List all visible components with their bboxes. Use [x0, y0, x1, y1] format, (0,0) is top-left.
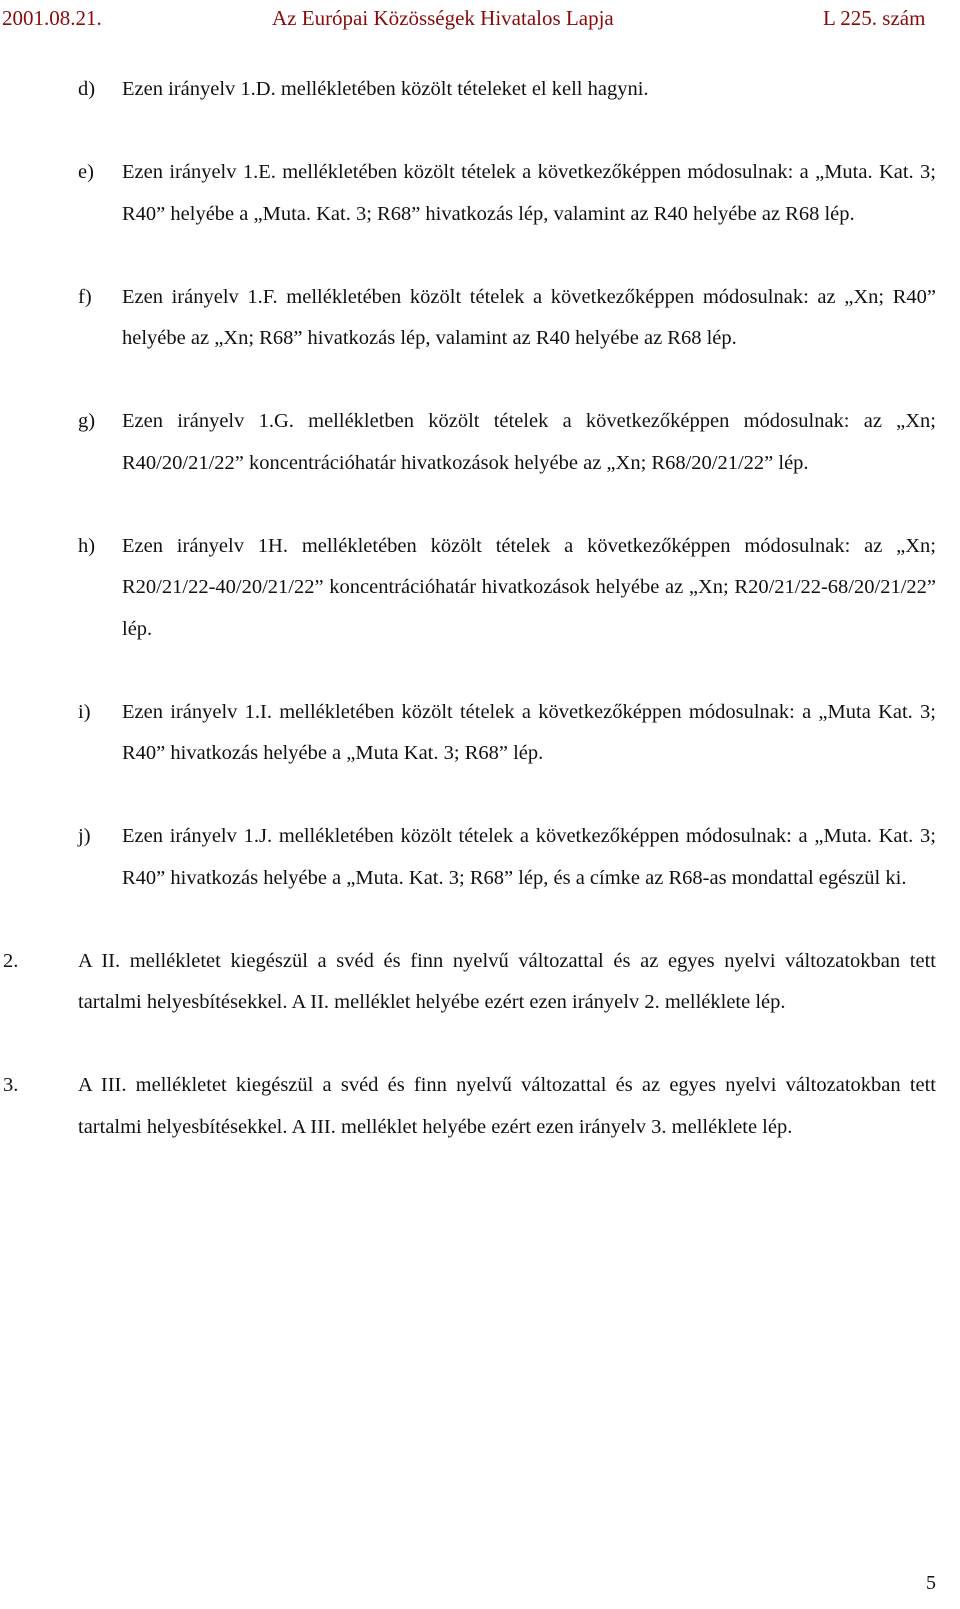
header-journal-title: Az Európai Közösségek Hivatalos Lapja	[272, 6, 614, 30]
list-item-g	[78, 401, 936, 484]
item-text: Ezen irányelv 1.F. mellékletében közölt tételek a következőképpen módosulnak: az „Xn; R40” helyébe az „Xn; R68” hivatkozás lép, valamint az R40 helyébe az R68 lép.	[122, 285, 936, 349]
item-text: A III. mellékletet kiegészül a svéd és finn nyelvű változattal és az egyes nyelvi változatokban tett tartalmi helyesbítésekkel. A III. melléklet helyébe ezért ezen irányelv 3. melléklete lép.	[78, 1074, 936, 1138]
item-label: j)	[78, 825, 91, 847]
page-header	[0, 6, 960, 40]
header-date: 2001.08.21.	[2, 6, 102, 30]
item-label: d)	[78, 78, 96, 100]
item-text: Ezen irányelv 1.I. mellékletében közölt tételek a következőképpen módosulnak: a „Muta Kat. 3; R40” hivatkozás helyébe a „Muta Kat. 3; R68” lép.	[122, 700, 936, 764]
item-label: i)	[78, 700, 91, 723]
list-item-f	[78, 277, 936, 360]
item-text: Ezen irányelv 1.E. mellékletében közölt tételek a következőképpen módosulnak: a „Muta. Kat. 3; R40” helyébe a „Muta. Kat. 3; R68” hivatkozás lép, valamint az R40 helyébe az R68 lép.	[122, 161, 936, 225]
item-text: Ezen irányelv 1.D. mellékletében közölt tételeket el kell hagyni.	[122, 78, 649, 100]
list-item-e	[78, 152, 936, 235]
numbered-item-2	[3, 941, 936, 1024]
list-item-j	[78, 816, 936, 899]
list-item-i	[78, 692, 936, 775]
item-label: f)	[78, 285, 92, 308]
item-label: h)	[78, 534, 96, 557]
document-body	[3, 69, 936, 1190]
item-text: Ezen irányelv 1.J. mellékletében közölt tételek a következőképpen módosulnak: a „Muta. Kat. 3; R40” hivatkozás helyébe a „Muta. Kat. 3; R68” lép, és a címke az R68-as mondattal egészül ki.	[122, 825, 936, 889]
item-label: e)	[78, 161, 94, 183]
item-label: g)	[78, 410, 96, 432]
item-label: 3.	[3, 1074, 19, 1096]
header-issue-number: L 225. szám	[823, 6, 926, 30]
item-text: A II. mellékletet kiegészül a svéd és finn nyelvű változattal és az egyes nyelvi változatokban tett tartalmi helyesbítésekkel. A II. melléklet helyébe ezért ezen irányelv 2. melléklete lép.	[78, 949, 936, 1013]
item-text: Ezen irányelv 1H. mellékletében közölt tételek a következőképpen módosulnak: az „Xn; R20/21/22-40/20/21/22” koncentrációhatár hivatkozások helyébe az „Xn; R20/21/22-68/20/21/22” lép.	[122, 534, 936, 640]
list-item-d	[78, 69, 936, 111]
item-text: Ezen irányelv 1.G. mellékletben közölt tételek a következőképpen módosulnak: az „Xn; R40/20/21/22” koncentrációhatár hivatkozások helyébe az „Xn; R68/20/21/22” lép.	[122, 410, 936, 474]
page-number: 5	[926, 1572, 936, 1594]
list-item-h	[78, 526, 936, 651]
numbered-item-3	[3, 1065, 936, 1148]
item-label: 2.	[3, 949, 19, 972]
